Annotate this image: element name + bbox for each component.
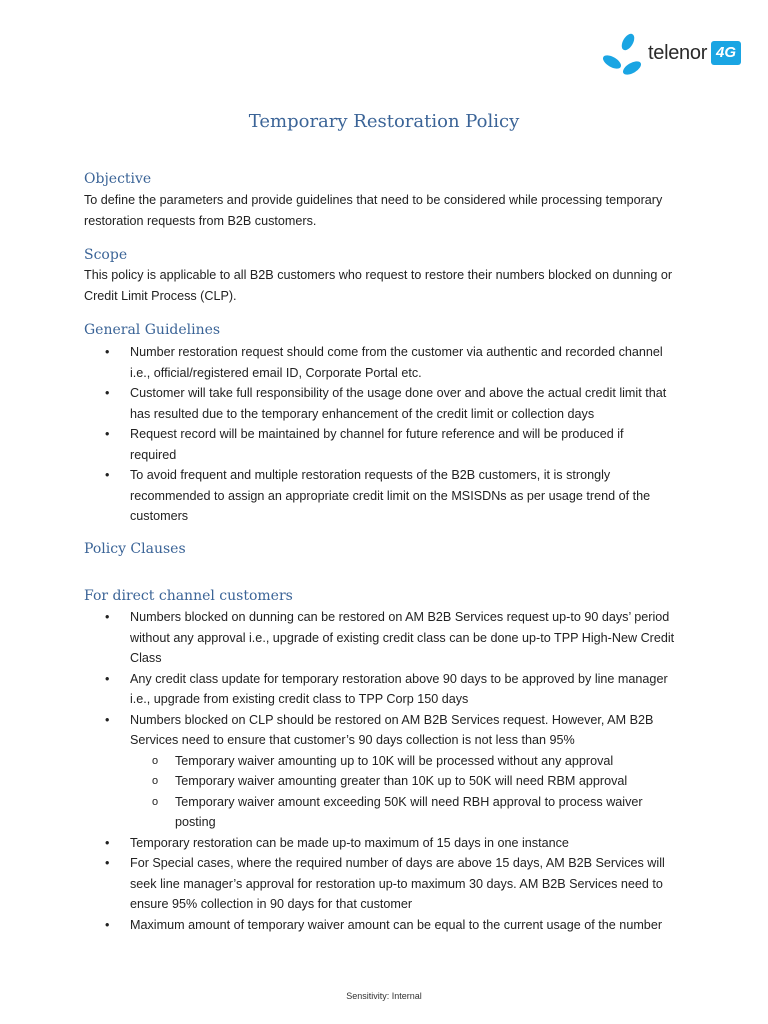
bullet-icon: •: [105, 468, 110, 482]
list-item: [0, 424, 690, 465]
bullet-icon: •: [105, 712, 110, 727]
scope-line: Credit Limit Process (CLP).: [84, 288, 237, 303]
scope-text: [84, 265, 684, 306]
bullet-icon: •: [105, 386, 110, 400]
list-item-line: Services need to ensure that customer’s 90 days collection is not less than 95%: [130, 733, 575, 747]
telenor-logo: [598, 32, 748, 84]
bullet-icon: •: [105, 856, 110, 870]
sub-list-item-line: Temporary waiver amounting greater than 10K up to 50K will need RBM approval: [175, 774, 628, 788]
list-item-line: seek line manager’s approval for restoration up-to maximum 30 days. AM B2B Services need to: [130, 876, 663, 891]
list-item-line: Numbers blocked on CLP should be restored on AM B2B Services request. However, AM B2B: [130, 712, 654, 727]
list-item: [0, 853, 690, 915]
list-item-line: has resulted due to the temporary enhancement of the credit limit or collection days: [130, 406, 595, 421]
circle-bullet-icon: o: [152, 754, 159, 767]
policy-clauses-heading: Policy Clauses: [84, 541, 186, 557]
list-item: [0, 915, 690, 936]
general-guidelines-list: [0, 342, 768, 527]
list-item-line: Any credit class update for temporary restoration above 90 days to be approved by line manager: [130, 671, 668, 686]
list-item: [0, 342, 690, 383]
list-item-line: recommended to assign an appropriate credit limit on the MSISDNs as per usage trend of the: [130, 488, 651, 503]
list-item-line: Numbers blocked on dunning can be restored on AM B2B Services request up-to 90 days’ period: [130, 610, 670, 624]
bullet-icon: •: [105, 835, 110, 850]
list-item-line: required: [130, 447, 177, 462]
sub-list-item-line: posting: [175, 815, 216, 829]
list-item-line: Maximum amount of temporary waiver amount can be equal to the current usage of the number: [130, 917, 663, 932]
list-item: [0, 710, 690, 751]
list-item-line: ensure 95% collection in 90 days for that customer: [130, 897, 413, 911]
scope-line: This policy is applicable to all B2B customers who request to restore their numbers blocked on dunning or: [84, 268, 673, 282]
objective-heading: Objective: [84, 171, 152, 187]
circle-bullet-icon: o: [152, 795, 159, 808]
list-item-line: Number restoration request should come from the customer via authentic and recorded channel: [130, 345, 663, 359]
bullet-icon: •: [105, 671, 110, 686]
bullet-icon: •: [105, 345, 110, 359]
sub-list-item-line: Temporary waiver amounting up to 10K will be processed without any approval: [175, 753, 614, 768]
list-item-line: Request record will be maintained by channel for future reference and will be produced if: [130, 427, 624, 441]
list-item: [0, 607, 690, 669]
circle-bullet-icon: o: [152, 775, 159, 787]
list-item-line: Class: [130, 651, 162, 665]
sub-list-item: [0, 792, 695, 833]
sensitivity-footer: Sensitivity: Internal: [346, 991, 422, 1001]
list-item: [0, 833, 690, 854]
list-item-line: i.e., official/registered email ID, Corporate Portal etc.: [130, 365, 422, 380]
list-item-line: Customer will take full responsibility of the usage done over and above the actual credit limit that: [130, 386, 667, 400]
list-item-line: i.e., upgrade from existing credit class to TPP Corp 150 days: [130, 692, 469, 706]
objective-line: To define the parameters and provide guidelines that need to be considered while processing temporary: [84, 193, 663, 207]
document-title: Temporary Restoration Policy: [248, 111, 520, 132]
direct-channel-subheading: For direct channel customers: [84, 588, 293, 604]
list-item-line: For Special cases, where the required number of days are above 15 days, AM B2B Services will: [130, 856, 665, 870]
bullet-icon: •: [105, 427, 110, 441]
objective-text: [84, 190, 684, 231]
bullet-icon: •: [105, 917, 110, 932]
list-item-line: without any approval i.e., upgrade of existing credit class can be done up-to TPP High-New Credit: [130, 630, 675, 645]
list-item-line: Temporary restoration can be made up-to maximum of 15 days in one instance: [130, 835, 569, 850]
general-guidelines-heading: General Guidelines: [84, 322, 221, 338]
policy-clauses-list: [0, 607, 768, 935]
sub-list-item: [0, 771, 695, 792]
list-item-line: customers: [130, 509, 189, 523]
scope-heading: Scope: [84, 247, 128, 263]
list-item: [0, 383, 690, 424]
list-item: [0, 465, 690, 527]
sub-list-item-line: Temporary waiver amount exceeding 50K will need RBH approval to process waiver: [175, 794, 643, 809]
objective-line: restoration requests from B2B customers.: [84, 213, 317, 228]
sub-list-item: [0, 751, 695, 772]
list-item-line: To avoid frequent and multiple restoration requests of the B2B customers, it is strongly: [130, 468, 611, 482]
list-item: [0, 669, 690, 710]
telenor-propeller-icon: [598, 32, 650, 84]
brand-name: telenor: [648, 42, 708, 64]
bullet-icon: •: [105, 610, 110, 624]
4g-badge: 4G: [711, 41, 741, 65]
